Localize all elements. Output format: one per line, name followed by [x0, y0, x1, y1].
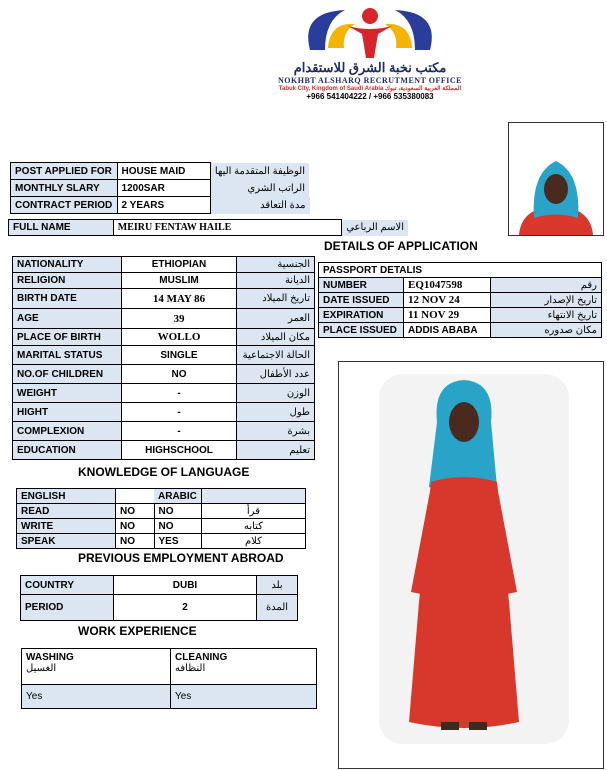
full-name-table	[8, 219, 408, 236]
language-label: SPEAK	[17, 534, 116, 549]
personal-label: AGE	[13, 309, 122, 329]
company-logo	[270, 2, 470, 62]
personal-arabic: تعليم	[237, 441, 315, 460]
personal-arabic: الحالة الاجتماعية	[237, 346, 315, 365]
personal-label: NATIONALITY	[13, 257, 122, 273]
passport-value: ADDIS ABABA	[404, 323, 491, 338]
personal-value: MUSLIM	[122, 273, 237, 289]
post-label: POST APPLIED FOR	[11, 163, 118, 180]
post-value: 1200SAR	[117, 180, 210, 197]
personal-table	[12, 256, 315, 460]
personal-label: WEIGHT	[13, 384, 122, 403]
personal-value: ETHIOPIAN	[122, 257, 237, 273]
language-arabic-label: قرأ	[201, 504, 305, 519]
work-col-arabic: الغسيل	[26, 663, 57, 674]
post-value: HOUSE MAID	[117, 163, 210, 180]
employment-row	[21, 595, 298, 621]
personal-row	[13, 273, 315, 289]
personal-label: EDUCATION	[13, 441, 122, 460]
full-body-photo	[338, 361, 604, 769]
personal-value: -	[122, 422, 237, 441]
personal-row	[13, 441, 315, 460]
personal-value: SINGLE	[122, 346, 237, 365]
work-col-arabic: النظافه	[175, 663, 206, 674]
language-english-value: NO	[116, 504, 155, 519]
employment-arabic: بلد	[257, 576, 298, 595]
language-arabic-value: YES	[154, 534, 201, 549]
passport-arabic: رقم	[491, 278, 602, 293]
passport-row	[319, 323, 602, 338]
personal-value: -	[122, 403, 237, 422]
company-name: NOKHBT ALSHARQ RECRUTMENT OFFICE	[278, 76, 462, 85]
passport-table	[318, 262, 602, 338]
personal-value: 14 MAY 86	[122, 289, 237, 309]
personal-row	[13, 346, 315, 365]
company-address: Tabuk City, Kingdom of Saudi Arabia المملكة العربية السعودية، تبوك	[278, 86, 462, 92]
passport-arabic: مكان صدوره	[491, 323, 602, 338]
personal-arabic: عدد الأطفال	[237, 365, 315, 384]
personal-label: MARITAL STATUS	[13, 346, 122, 365]
language-title: KNOWLEDGE OF LANGUAGE	[78, 465, 250, 479]
language-arabic-label: كلام	[201, 534, 305, 549]
personal-row	[13, 422, 315, 441]
work-head	[22, 649, 317, 685]
post-value: 2 YEARS	[117, 197, 210, 214]
language-english-value: NO	[116, 534, 155, 549]
employment-row	[21, 576, 298, 595]
language-english-value: NO	[116, 519, 155, 534]
personal-value: -	[122, 384, 237, 403]
passport-photo	[508, 122, 604, 236]
passport-label: PLACE ISSUED	[319, 323, 404, 338]
passport-value: EQ1047598	[404, 278, 491, 293]
personal-row	[13, 329, 315, 346]
language-label: WRITE	[17, 519, 116, 534]
language-arabic-label: كتابه	[201, 519, 305, 534]
employment-label: COUNTRY	[21, 576, 114, 595]
personal-label: HIGHT	[13, 403, 122, 422]
personal-arabic: تاريخ الميلاد	[237, 289, 315, 309]
personal-row	[13, 403, 315, 422]
work-title: WORK EXPERIENCE	[78, 624, 197, 638]
work-col-washing	[22, 649, 171, 685]
passport-row	[319, 278, 602, 293]
work-row	[22, 685, 317, 709]
language-row	[17, 534, 306, 549]
employment-title: PREVIOUS EMPLOYMENT ABROAD	[78, 551, 284, 565]
work-value: Yes	[171, 685, 317, 709]
passport-title: PASSPORT DETALIS	[319, 263, 602, 278]
personal-arabic: طول	[237, 403, 315, 422]
passport-arabic: تاريخ الإصدار	[491, 293, 602, 308]
full-name-arabic: الاسم الرباعي	[342, 220, 408, 236]
post-row	[11, 180, 310, 197]
personal-row	[13, 309, 315, 329]
personal-label: NO.OF CHILDREN	[13, 365, 122, 384]
work-table	[21, 648, 317, 709]
personal-label: RELIGION	[13, 273, 122, 289]
details-title: DETAILS OF APPLICATION	[324, 239, 478, 253]
personal-arabic: الديانة	[237, 273, 315, 289]
personal-row	[13, 384, 315, 403]
personal-label: COMPLEXION	[13, 422, 122, 441]
personal-arabic: العمر	[237, 309, 315, 329]
language-col-arabic: ARABIC	[154, 489, 201, 504]
personal-row	[13, 257, 315, 273]
post-arabic: مدة التعاقد	[210, 197, 309, 214]
logo-figures-icon	[270, 2, 470, 62]
language-row	[17, 504, 306, 519]
employment-value: 2	[114, 595, 257, 621]
passport-value: 11 NOV 29	[404, 308, 491, 323]
work-value: Yes	[22, 685, 171, 709]
passport-label: EXPIRATION	[319, 308, 404, 323]
personal-arabic: بشرة	[237, 422, 315, 441]
post-label: CONTRACT PERIOD	[11, 197, 118, 214]
employment-label: PERIOD	[21, 595, 114, 621]
language-arabic-value: NO	[154, 504, 201, 519]
employment-value: DUBI	[114, 576, 257, 595]
post-label: MONTHLY SLARY	[11, 180, 118, 197]
personal-label: BIRTH DATE	[13, 289, 122, 309]
person-portrait-icon	[509, 123, 603, 235]
full-body-figure-icon	[339, 362, 603, 768]
personal-arabic: مكان الميلاد	[237, 329, 315, 346]
personal-arabic: الجنسية	[237, 257, 315, 273]
passport-arabic: تاريخ الانتهاء	[491, 308, 602, 323]
passport-label: DATE ISSUED	[319, 293, 404, 308]
passport-row	[319, 308, 602, 323]
post-row	[11, 163, 310, 180]
full-name-value: MEIRU FENTAW HAILE	[113, 220, 341, 236]
post-table	[10, 162, 310, 214]
full-name-label: FULL NAME	[9, 220, 114, 236]
work-col-label: WASHING	[26, 652, 74, 663]
personal-row	[13, 365, 315, 384]
personal-value: HIGHSCHOOL	[122, 441, 237, 460]
passport-value: 12 NOV 24	[404, 293, 491, 308]
work-col-label: CLEANING	[175, 652, 228, 663]
personal-value: WOLLO	[122, 329, 237, 346]
personal-arabic: الوزن	[237, 384, 315, 403]
post-arabic: الراتب الشري	[210, 180, 309, 197]
personal-value: NO	[122, 365, 237, 384]
employment-arabic: المدة	[257, 595, 298, 621]
language-arabic-value: NO	[154, 519, 201, 534]
language-row	[17, 519, 306, 534]
logo-arabic-text: مكتب نخبة الشرق للاستقدام	[293, 60, 447, 75]
post-row	[11, 197, 310, 214]
employment-table	[20, 575, 298, 621]
personal-row	[13, 289, 315, 309]
passport-label: NUMBER	[319, 278, 404, 293]
language-table	[16, 488, 306, 549]
language-label: READ	[17, 504, 116, 519]
language-col-english: ENGLISH	[17, 489, 116, 504]
post-arabic: الوظيفة المتقدمة اليها	[210, 163, 309, 180]
language-head	[17, 489, 306, 504]
personal-label: PLACE OF BIRTH	[13, 329, 122, 346]
personal-value: 39	[122, 309, 237, 329]
passport-row	[319, 293, 602, 308]
work-col-cleaning	[171, 649, 317, 685]
company-phones: +966 541404222 / +966 535380083	[306, 92, 434, 101]
